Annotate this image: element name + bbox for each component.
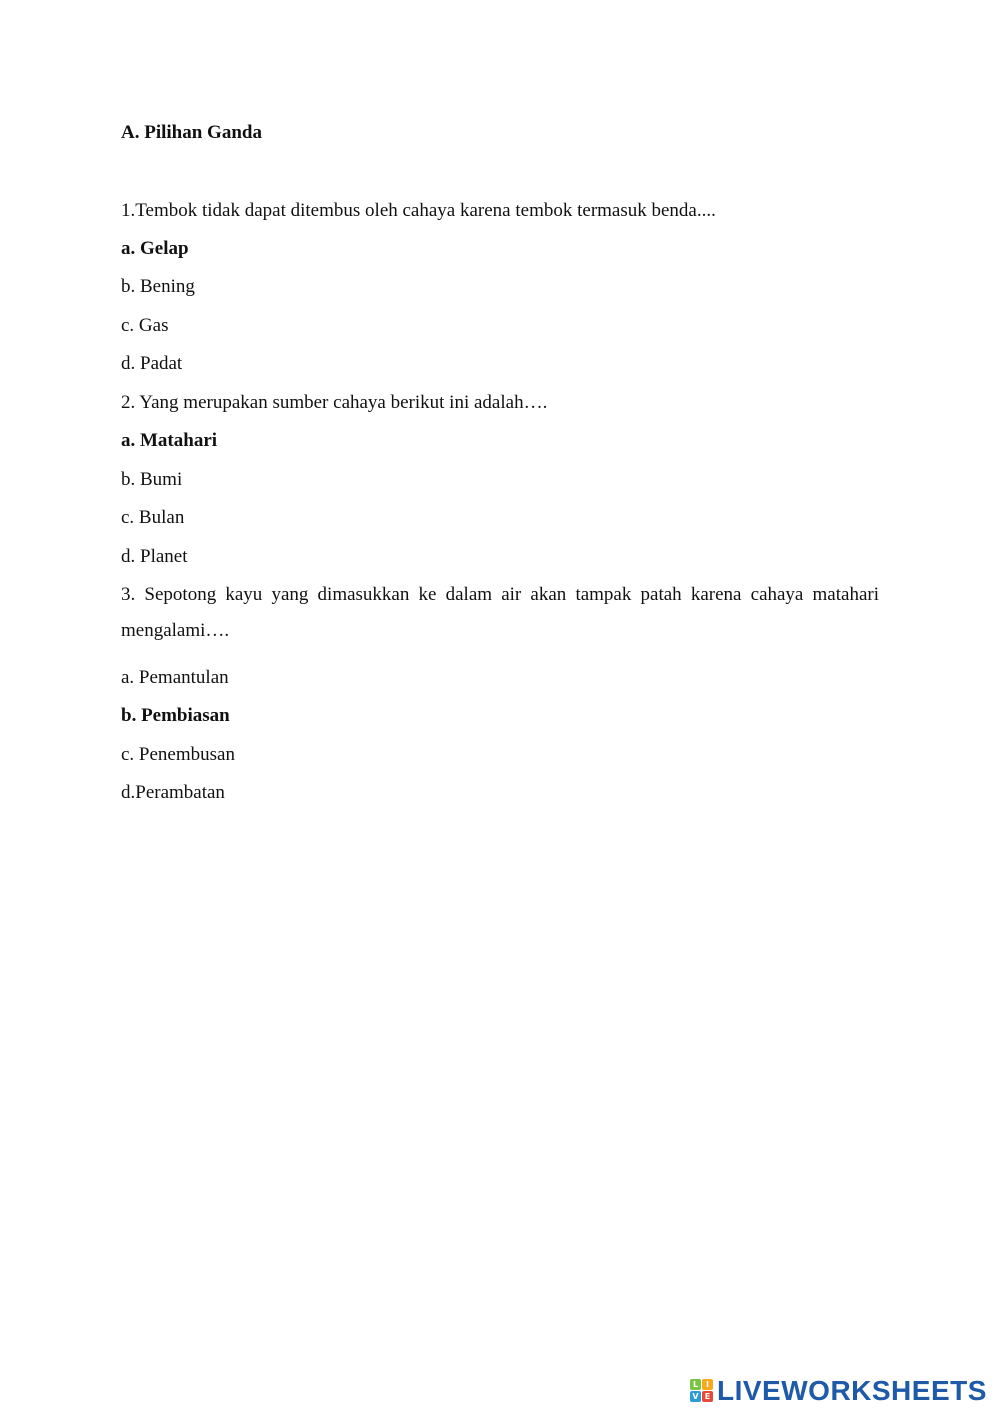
section-title: A. Pilihan Ganda — [121, 122, 262, 143]
logo-letter-v: V — [690, 1391, 701, 1402]
question-1-option-b[interactable]: b. Bening — [121, 276, 195, 297]
question-2-option-b[interactable]: b. Bumi — [121, 469, 183, 490]
question-2-option-d[interactable]: d. Planet — [121, 546, 188, 567]
question-2-option-c[interactable]: c. Bulan — [121, 507, 185, 528]
question-2-option-a[interactable]: a. Matahari — [121, 430, 218, 451]
logo-letter-e: E — [702, 1391, 713, 1402]
brand-name: LIVEWORKSHEETS — [717, 1375, 987, 1406]
question-3-option-d[interactable]: d.Perambatan — [121, 782, 225, 803]
question-1-option-c[interactable]: c. Gas — [121, 315, 169, 336]
question-1-option-a[interactable]: a. Gelap — [121, 238, 189, 259]
question-3-option-a[interactable]: a. Pemantulan — [121, 667, 229, 688]
question-1-option-d[interactable]: d. Padat — [121, 353, 183, 374]
logo-letter-l: L — [690, 1379, 701, 1390]
logo-letter-i: I — [702, 1379, 713, 1390]
liveworksheets-logo — [690, 1376, 987, 1406]
question-2-text: 2. Yang merupakan sumber cahaya berikut ini adalah…. — [121, 392, 548, 413]
question-3-option-c[interactable]: c. Penembusan — [121, 744, 235, 765]
question-3-text: 3. Sepotong kayu yang dimasukkan ke dalam air akan tampak patah karena cahaya matahari mengalami…. — [121, 584, 879, 641]
liveworksheets-logo-icon — [690, 1379, 714, 1403]
question-1-text: 1.Tembok tidak dapat ditembus oleh cahaya karena tembok termasuk benda.... — [121, 200, 716, 221]
question-3-option-b[interactable]: b. Pembiasan — [121, 705, 230, 726]
